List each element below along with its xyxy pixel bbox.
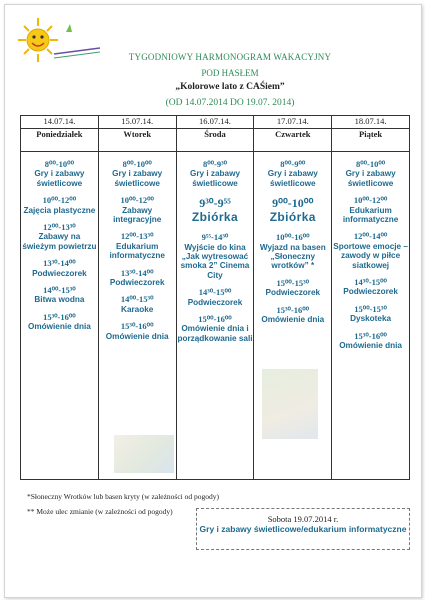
activity-time: 15³⁰-16⁰⁰ bbox=[354, 330, 387, 341]
photo-thumbnail bbox=[114, 435, 174, 473]
day-name-header: Czwartek bbox=[254, 129, 332, 152]
activity-desc: Zabawy na świeżym powietrzu bbox=[22, 232, 97, 251]
activity-time: 8⁰⁰-10⁰⁰ bbox=[44, 159, 74, 169]
activity-desc: Gry i zabawy świetlicowe bbox=[267, 169, 318, 188]
activity-time: 9⁰⁰-10⁰⁰ bbox=[272, 196, 314, 211]
photo-thumbnail bbox=[262, 369, 318, 439]
activity-desc: Gry i zabawy świetlicowe bbox=[345, 169, 396, 188]
activity-time: 10⁰⁰-12⁰⁰ bbox=[42, 195, 77, 206]
activity-desc: Karaoke bbox=[121, 304, 154, 314]
footnote-change: ** Może ulec zmianie (w zależności od pogody) bbox=[27, 507, 173, 516]
schedule-motto: „Kolorowe lato z CAŚiem” bbox=[175, 82, 285, 92]
date-header: 14.07.14. bbox=[21, 116, 99, 129]
activity-time: 14⁰⁰-15³⁰ bbox=[43, 285, 76, 296]
activity-time: 12⁰⁰-13³⁰ bbox=[120, 231, 154, 242]
activity-desc: Podwieczorek bbox=[187, 297, 243, 307]
activity-desc: Wyjazd na basen „Słoneczny wrotków” * bbox=[259, 242, 326, 271]
activity-time: 14³⁰-15⁰⁰ bbox=[198, 287, 232, 298]
activity-time: 9⁵⁵-14³⁰ bbox=[201, 232, 229, 243]
date-header: 15.07.14. bbox=[98, 116, 176, 129]
day-activities-cell bbox=[254, 152, 332, 480]
activity-time: 14⁰⁰-15³⁰ bbox=[120, 294, 154, 305]
activity-time: 9³⁰-9⁵⁵ bbox=[199, 196, 231, 211]
activity-time: 14³⁰-15⁰⁰ bbox=[354, 277, 387, 288]
day-name-header: Poniedziałek bbox=[21, 129, 99, 152]
activity-time: 12⁰⁰-14⁰⁰ bbox=[353, 231, 388, 242]
activity-time: 10⁰⁰-12⁰⁰ bbox=[353, 195, 388, 206]
date-row bbox=[21, 116, 410, 129]
activity-desc: Omówienie dnia bbox=[28, 322, 91, 332]
day-name-row bbox=[21, 129, 410, 152]
activity-desc: Gry i zabawy świetlicowe bbox=[112, 169, 163, 188]
activity-desc: Omówienie dnia i porządkowanie sali bbox=[177, 324, 253, 343]
day-name-header: Piątek bbox=[332, 129, 410, 152]
activity-desc: Sportowe emocje – zawody w piłce siatkowej bbox=[333, 241, 408, 270]
activity-time: 8⁰⁰-9⁰⁰ bbox=[280, 159, 306, 169]
activity-desc: Zbiórka bbox=[269, 210, 316, 225]
activity-time: 13³⁰-14⁰⁰ bbox=[120, 267, 154, 278]
activity-desc: Gry i zabawy świetlicowe bbox=[189, 169, 241, 188]
activity-desc: Podwieczorek bbox=[343, 287, 398, 297]
activity-desc: Edukarium informatyczne bbox=[109, 241, 165, 261]
activity-time: 15⁰⁰-16⁰⁰ bbox=[198, 314, 232, 325]
activity-desc: Dyskoteka bbox=[350, 314, 392, 324]
footnote-pool: *Słoneczny Wrotków lub basen kryty (w zależności od pogody) bbox=[27, 492, 220, 501]
date-header: 16.07.14. bbox=[176, 116, 254, 129]
activity-time: 15³⁰-16⁰⁰ bbox=[43, 311, 76, 322]
sun-logo bbox=[14, 14, 102, 74]
activity-desc: Omówienie dnia bbox=[339, 341, 402, 351]
day-activities-cell bbox=[176, 152, 254, 480]
activity-time: 8⁰⁰-10⁰⁰ bbox=[355, 159, 386, 169]
date-header: 17.07.14. bbox=[254, 116, 332, 129]
day-name-header: Wtorek bbox=[98, 129, 176, 152]
activities-row bbox=[21, 152, 410, 480]
schedule-date-range: (OD 14.07.2014 DO 19.07. 2014) bbox=[165, 98, 295, 108]
activity-time: 8⁰⁰-10⁰⁰ bbox=[122, 159, 152, 169]
activity-desc: Omówienie dnia bbox=[105, 331, 169, 341]
activity-desc: Edukarium informatyczne bbox=[342, 205, 399, 225]
day-activities-cell bbox=[98, 152, 176, 480]
activity-desc: Wyjście do kina „Jak wytresować smoka 2” Cinema City bbox=[180, 242, 250, 280]
activity-time: 15³⁰-16⁰⁰ bbox=[276, 304, 310, 315]
saturday-date: Sobota 19.07.2014 r. bbox=[267, 514, 339, 524]
activity-time: 12⁰⁰-13³⁰ bbox=[43, 222, 76, 233]
activity-desc: Podwieczorek bbox=[109, 278, 165, 288]
schedule-subtitle: POD HASŁEM bbox=[201, 68, 259, 78]
saturday-activity: Gry i zabawy świetlicowe/edukarium informatyczne bbox=[199, 524, 407, 534]
activity-desc: Podwieczorek bbox=[265, 288, 321, 298]
activity-time: 15⁰⁰-15³⁰ bbox=[354, 303, 387, 314]
schedule-title: TYGODNIOWY HARMONOGRAM WAKACYJNY bbox=[128, 52, 332, 62]
activity-time: 8⁰⁰-9³⁰ bbox=[202, 159, 228, 169]
activity-desc: Zbiórka bbox=[191, 210, 239, 225]
schedule-table bbox=[20, 115, 410, 480]
activity-desc: Podwieczorek bbox=[32, 268, 87, 278]
activity-time: 15³⁰-16⁰⁰ bbox=[120, 321, 154, 332]
day-name-header: Środa bbox=[176, 129, 254, 152]
activity-time: 10⁰⁰-16⁰⁰ bbox=[276, 232, 310, 243]
activity-time: 10⁰⁰-12⁰⁰ bbox=[120, 195, 154, 206]
date-header: 18.07.14. bbox=[332, 116, 410, 129]
activity-desc: Zabawy integracyjne bbox=[113, 205, 162, 225]
saturday-box bbox=[196, 508, 410, 550]
activity-time: 15⁰⁰-15³⁰ bbox=[276, 277, 310, 288]
day-activities-cell bbox=[332, 152, 410, 480]
day-activities-cell bbox=[21, 152, 99, 480]
activity-time: 13³⁰-14⁰⁰ bbox=[43, 258, 76, 269]
activity-desc: Zajęcia plastyczne bbox=[23, 205, 96, 215]
activity-desc: Omówienie dnia bbox=[261, 315, 325, 325]
activity-desc: Gry i zabawy świetlicowe bbox=[34, 169, 85, 188]
activity-desc: Bitwa wodna bbox=[34, 295, 85, 305]
